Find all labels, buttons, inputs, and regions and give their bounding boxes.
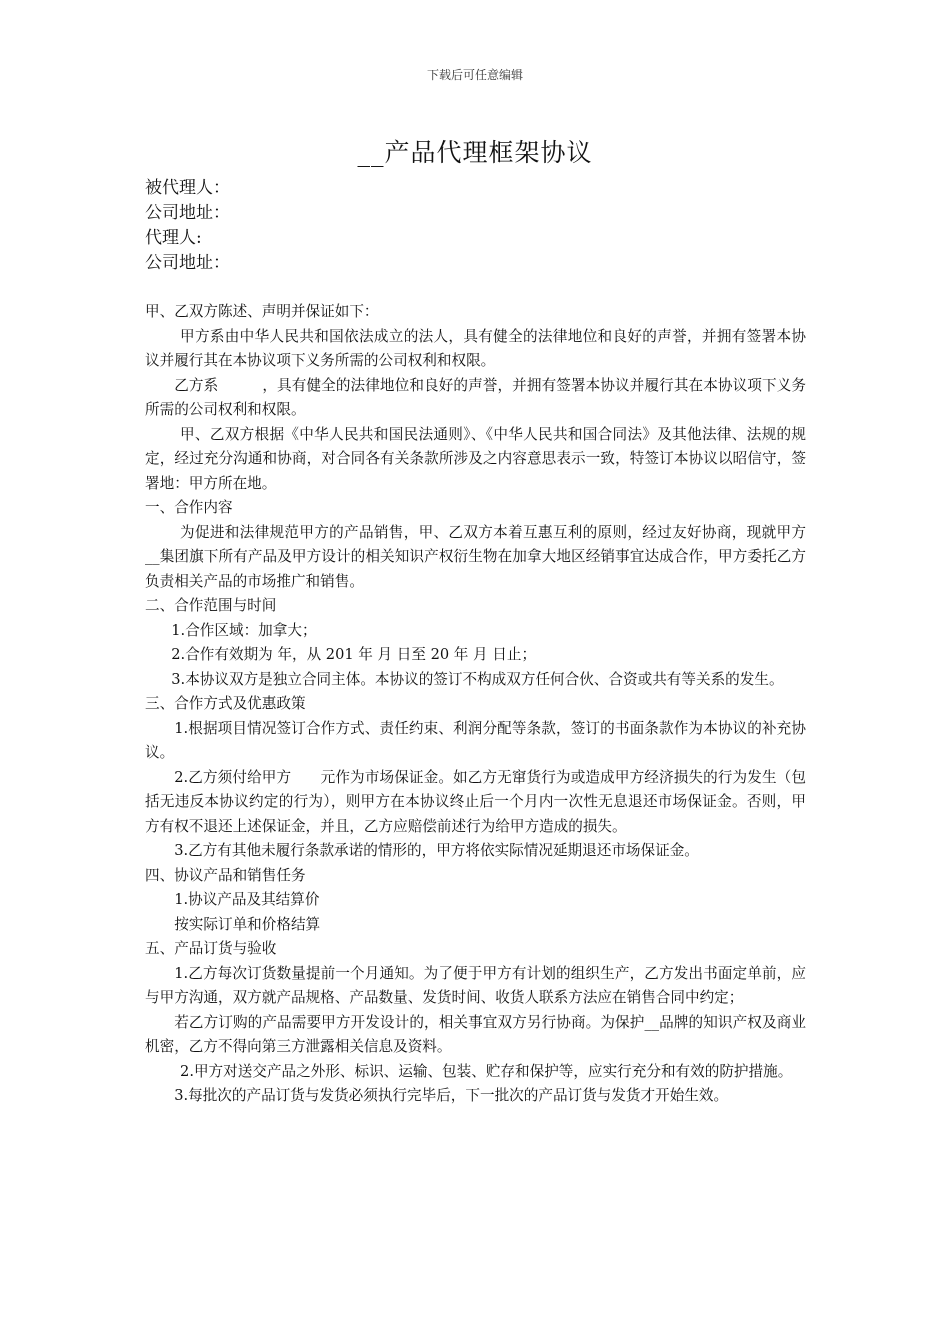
paragraph: 若乙方订购的产品需要甲方开发设计的，相关事宜双方另行协商。为保护__品牌的知识产权及商业机密，乙方不得向第三方泄露相关信息及资料。 bbox=[145, 1013, 806, 1055]
paragraph: 1.根据项目情况签订合作方式、责任约束、利润分配等条款，签订的书面条款作为本协议的补充协议。 bbox=[145, 719, 806, 761]
party-info-block bbox=[145, 176, 230, 276]
paragraph: 1.乙方每次订货数量提前一个月通知。为了便于甲方有计划的组织生产，乙方发出书面定单前，应与甲方沟通，双方就产品规格、产品数量、发货时间、收货人联系方法应在销售合同中约定； bbox=[145, 964, 806, 1006]
document-title: __产品代理框架协议 bbox=[357, 138, 593, 167]
paragraph: 甲方系由中华人民共和国依法成立的法人，具有健全的法律地位和良好的声誉，并拥有签署本协议并履行其在本协议项下义务所需的公司权利和权限。 bbox=[145, 327, 806, 369]
paragraph: 五、产品订货与验收 bbox=[145, 940, 277, 957]
paragraph: 1.合作区域：加拿大； bbox=[171, 621, 317, 639]
header-note: 下载后可任意编辑 bbox=[426, 68, 523, 82]
agent-label: 代理人: bbox=[145, 228, 202, 248]
paragraph: 三、合作方式及优惠政策 bbox=[145, 695, 306, 712]
paragraph: 甲、乙双方陈述、声明并保证如下： bbox=[145, 303, 379, 320]
principal-label: 被代理人： bbox=[145, 178, 230, 198]
paragraph: 按实际订单和价格结算 bbox=[174, 915, 321, 933]
agreement-body bbox=[145, 300, 806, 1109]
paragraph: 3.乙方有其他未履行条款承诺的情形的，甲方将依实际情况延期退还市场保证金。 bbox=[174, 842, 699, 859]
paragraph: 2.甲方对送交产品之外形、标识、运输、包装、贮存和保护等，应实行充分和有效的防护措施。 bbox=[180, 1062, 793, 1080]
paragraph: 甲、乙双方根据《中华人民共和国民法通则》、《中华人民共和国合同法》及其他法律、法规的规定，经过充分沟通和协商，对合同各有关条款所涉及之内容意思表示一致，特签订本协议以昭信守，签署地：甲方所在地。 bbox=[145, 425, 806, 492]
agent-address-label: 公司地址： bbox=[145, 253, 230, 273]
paragraph: 2.乙方须付给甲方 元作为市场保证金。如乙方无窜货行为或造成甲方经济损失的行为发生（包括无违反本协议约定的行为），则甲方在本协议终止后一个月内一次性无息退还市场保证金。否则，甲方有权不退还上述保证金，并且，乙方应赔偿前述行为给甲方造成的损失。 bbox=[145, 768, 806, 835]
paragraph: 乙方系 ，具有健全的法律地位和良好的声誉，并拥有签署本协议并履行其在本协议项下义务所需的公司权利和权限。 bbox=[145, 376, 806, 418]
paragraph: 二、合作范围与时间 bbox=[145, 597, 277, 614]
paragraph: 1.协议产品及其结算价 bbox=[174, 891, 320, 908]
paragraph: 3.每批次的产品订货与发货必须执行完毕后，下一批次的产品订货与发货才开始生效。 bbox=[174, 1087, 729, 1104]
paragraph: 为促进和法律规范甲方的产品销售，甲、乙双方本着互惠互利的原则，经过友好协商，现就甲方__集团旗下所有产品及甲方设计的相关知识产权衍生物在加拿大地区经销事宜达成合作，甲方委托乙方负责相关产品的市场推广和销售。 bbox=[145, 523, 806, 590]
paragraph: 一、合作内容 bbox=[145, 499, 233, 516]
principal-address-label: 公司地址： bbox=[145, 203, 230, 223]
paragraph: 3.本协议双方是独立合同主体。本协议的签订不构成双方任何合伙、合资或共有等关系的发生。 bbox=[171, 670, 784, 688]
paragraph: 2.合作有效期为 年，从 201 年 月 日至 20 年 月 日止； bbox=[171, 646, 537, 663]
paragraph: 四、协议产品和销售任务 bbox=[145, 866, 306, 884]
